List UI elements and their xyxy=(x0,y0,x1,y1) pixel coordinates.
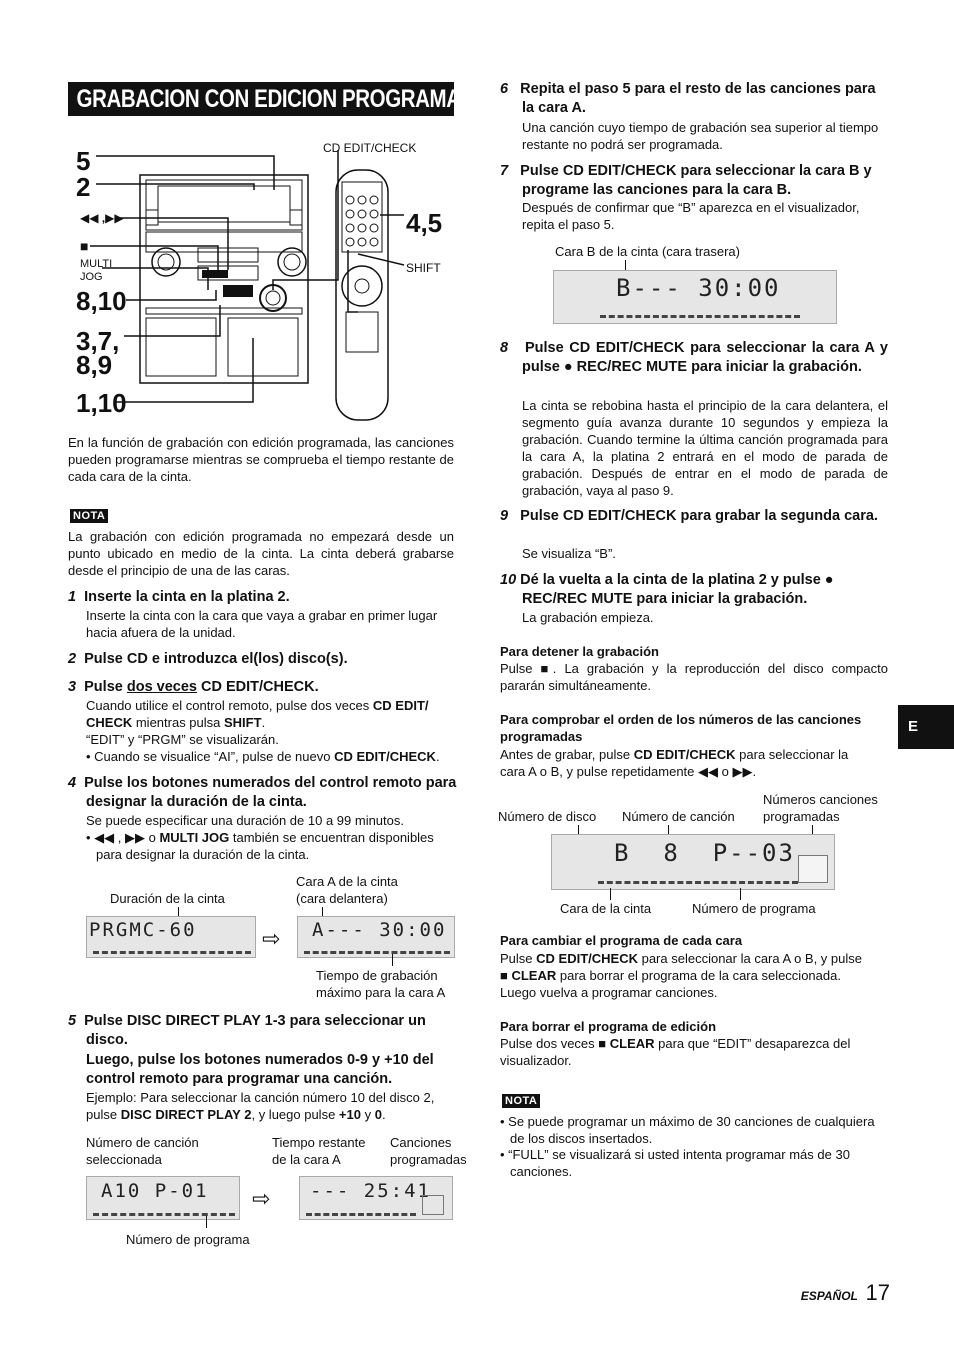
device-diagram xyxy=(68,130,458,430)
step1-body: Inserte la cinta con la cara que vaya a grabar en primer lugar hacia afuera de la unidad. xyxy=(86,608,438,640)
fig1-label-caraA-1: Cara A de la cinta xyxy=(296,874,398,889)
fig2-label-3a: Canciones xyxy=(390,1135,452,1150)
cambiar-body: Pulse CD EDIT/CHECK para seleccionar la cara A o B, y pulse ■ CLEAR para borrar el programa de la cara seleccionada. Luego vuelva a programar canciones. xyxy=(500,951,862,1000)
fig4-label-cancion: Número de canción xyxy=(622,809,735,824)
step6-body: Una canción cuyo tiempo de grabación sea superior al tiempo restante no podrá ser programada. xyxy=(522,120,879,152)
fig4-label-cara: Cara de la cinta xyxy=(560,901,652,916)
step8-heading: 8 Pulse CD EDIT/CHECK para seleccionar la cara A y pulse ● REC/REC MUTE para iniciar la grabación. xyxy=(500,340,888,375)
fig1-label-tiempo-1: Tiempo de grabación xyxy=(316,968,438,983)
step3-heading: 3 Pulse dos veces CD EDIT/CHECK. xyxy=(68,679,319,695)
fig3-label: Cara B de la cinta (cara trasera) xyxy=(555,244,740,259)
callout-2: 2 xyxy=(76,172,91,202)
fig1-label-caraA-2: (cara delantera) xyxy=(296,891,388,906)
nota2-item-2: • “FULL” se visualizará si usted intenta programar más de 30 canciones. xyxy=(500,1147,850,1179)
footer-language: ESPAÑOL xyxy=(800,1289,858,1303)
callout-multi: MULTI xyxy=(80,258,113,270)
nota2-item-1: • Se puede programar un máximo de 30 canciones de cualquiera de los discos insertados. xyxy=(500,1114,875,1146)
detener-heading: Para detener la grabación xyxy=(500,644,659,659)
borrar-heading: Para borrar el programa de edición xyxy=(500,1019,717,1034)
lcd-caraB: B--- 30:00 xyxy=(553,270,837,324)
callout-jog: JOG xyxy=(80,271,103,283)
leader-line xyxy=(610,888,611,900)
callout-5: 5 xyxy=(76,146,91,176)
arrow-right-icon: ⇨ xyxy=(252,1186,271,1211)
step4-body: Se puede especificar una duración de 10 a 99 minutos. • ◀◀ , ▶▶ o MULTI JOG también se encuentran disponibles para designar la duración de la cinta. xyxy=(86,813,434,862)
fig2-label-2b: de la cara A xyxy=(272,1152,341,1167)
lcd-remaining: --- 25:41 xyxy=(299,1176,453,1220)
leader-line xyxy=(392,954,393,966)
nota-text: La grabación con edición programada no empezará desde un punto ubicado en medio de la cinta. La cinta deberá grabarse desde el principio de una de las caras. xyxy=(68,529,454,578)
page-number: 17 xyxy=(865,1280,890,1305)
stereo-illustration xyxy=(68,130,458,430)
page-title: GRABACION CON EDICION PROGRAMADA xyxy=(68,82,454,116)
cambiar-heading: Para cambiar el programa de cada cara xyxy=(500,933,743,948)
step6-heading: 6 Repita el paso 5 para el resto de las canciones para la cara A. xyxy=(500,81,876,116)
step3-body: Cuando utilice el control remoto, pulse dos veces CD EDIT/ CHECK mientras pulsa SHIFT. “EDIT” y “PRGM” se visualizarán. • Cuando se visualice “AI”, pulse de nuevo CD EDIT/CHECK. xyxy=(86,698,440,764)
callout-1-10: 1,10 xyxy=(76,388,127,418)
fig1-label-duracion: Duración de la cinta xyxy=(110,891,225,906)
fig2-label-1b: seleccionada xyxy=(86,1152,162,1167)
fig2-label-2a: Tiempo restante xyxy=(272,1135,366,1150)
label-cd-edit-check: CD EDIT/CHECK xyxy=(323,141,417,155)
lcd-check: B 8 P--03 xyxy=(551,834,835,890)
step10-heading: 10 Dé la vuelta a la cinta de la platina 2 y pulse ● REC/REC MUTE para iniciar la grabación. xyxy=(500,572,834,607)
fig2-label-4: Número de programa xyxy=(126,1232,250,1247)
callout-8-10: 8,10 xyxy=(76,286,127,316)
leader-line xyxy=(740,888,741,900)
borrar-body: Pulse dos veces ■ CLEAR para que “EDIT” desaparezca del visualizador. xyxy=(500,1036,851,1068)
step5-body: Ejemplo: Para seleccionar la canción número 10 del disco 2, pulse DISC DIRECT PLAY 2, y luego pulse +10 y 0. xyxy=(86,1090,435,1122)
step1-heading: 1 Inserte la cinta en la platina 2. xyxy=(68,589,290,605)
footer xyxy=(780,1280,890,1305)
step5-heading-2: Luego, pulse los botones numerados 0-9 y +10 del control remoto para programar una canción. xyxy=(86,1052,434,1087)
intro-text: En la función de grabación con edición programada, las canciones pueden programarse mientras se comprueba el tiempo restante de cada cara de la cinta. xyxy=(68,435,454,484)
step7-heading: 7 Pulse CD EDIT/CHECK para seleccionar la cara B y programe las canciones para la cara B. xyxy=(500,163,872,198)
language-tab: E xyxy=(898,705,954,749)
callout-stop-icon: ■ xyxy=(80,238,89,254)
fig2-label-3b: programadas xyxy=(390,1152,467,1167)
label-shift: SHIFT xyxy=(406,261,441,275)
comprobar-heading: Para comprobar el orden de los números de las canciones programadas xyxy=(500,712,862,744)
step2-heading: 2 Pulse CD e introduzca el(los) disco(s). xyxy=(68,651,348,667)
nota-badge: NOTA xyxy=(70,509,108,523)
step7-body: Después de confirmar que “B” aparezca en el visualizador, repita el paso 5. xyxy=(522,200,860,232)
step10-body: La grabación empieza. xyxy=(522,610,654,625)
fig4-label-programadas-a: Números canciones xyxy=(763,792,878,807)
leader-line xyxy=(206,1216,207,1228)
detener-body: Pulse ■. La grabación y la reproducción del disco compacto pararán simultáneamente. xyxy=(500,661,888,693)
fig4-label-programadas-b: programadas xyxy=(763,809,840,824)
fig4-label-disco: Número de disco xyxy=(498,809,597,824)
lcd-prgm: PRGMC-60 xyxy=(86,916,256,958)
callout-8-9: 8,9 xyxy=(76,350,113,380)
step9-body: Se visualiza “B”. xyxy=(522,546,616,561)
fig2-label-1a: Número de canción xyxy=(86,1135,199,1150)
fig1-label-tiempo-2: máximo para la cara A xyxy=(316,985,446,1000)
callout-4-5: 4,5 xyxy=(406,208,443,238)
nota2-badge: NOTA xyxy=(502,1094,540,1108)
callout-rew-ff: ◀◀ ,▶▶ xyxy=(80,211,124,225)
step8-body: La cinta se rebobina hasta el principio de la cara delantera, el segmento guía avanza durante 10 segundos y empieza la grabación. Cuando termine la última canción programada para la cara A, la platina 2 entrará en el modo de parada de grabación. Después de entrar en el modo de parada de grabación, vaya al paso 9. xyxy=(522,398,888,498)
fig4-label-programa: Número de programa xyxy=(692,901,816,916)
arrow-right-icon: ⇨ xyxy=(262,926,281,951)
lcd-caraA: A--- 30:00 xyxy=(297,916,455,958)
comprobar-body: Antes de grabar, pulse CD EDIT/CHECK para seleccionar la cara A o B, y pulse repetidamente ◀◀ o ▶▶. xyxy=(500,747,849,779)
callout-3-7: 3,7, xyxy=(76,326,120,356)
lcd-program: A10 P-01 xyxy=(86,1176,240,1220)
step4-heading: 4 Pulse los botones numerados del control remoto para designar la duración de la cinta. xyxy=(68,775,457,810)
step5-heading: 5 Pulse DISC DIRECT PLAY 1-3 para seleccionar un disco. xyxy=(68,1013,426,1048)
step9-heading: 9 Pulse CD EDIT/CHECK para grabar la segunda cara. xyxy=(500,508,878,524)
